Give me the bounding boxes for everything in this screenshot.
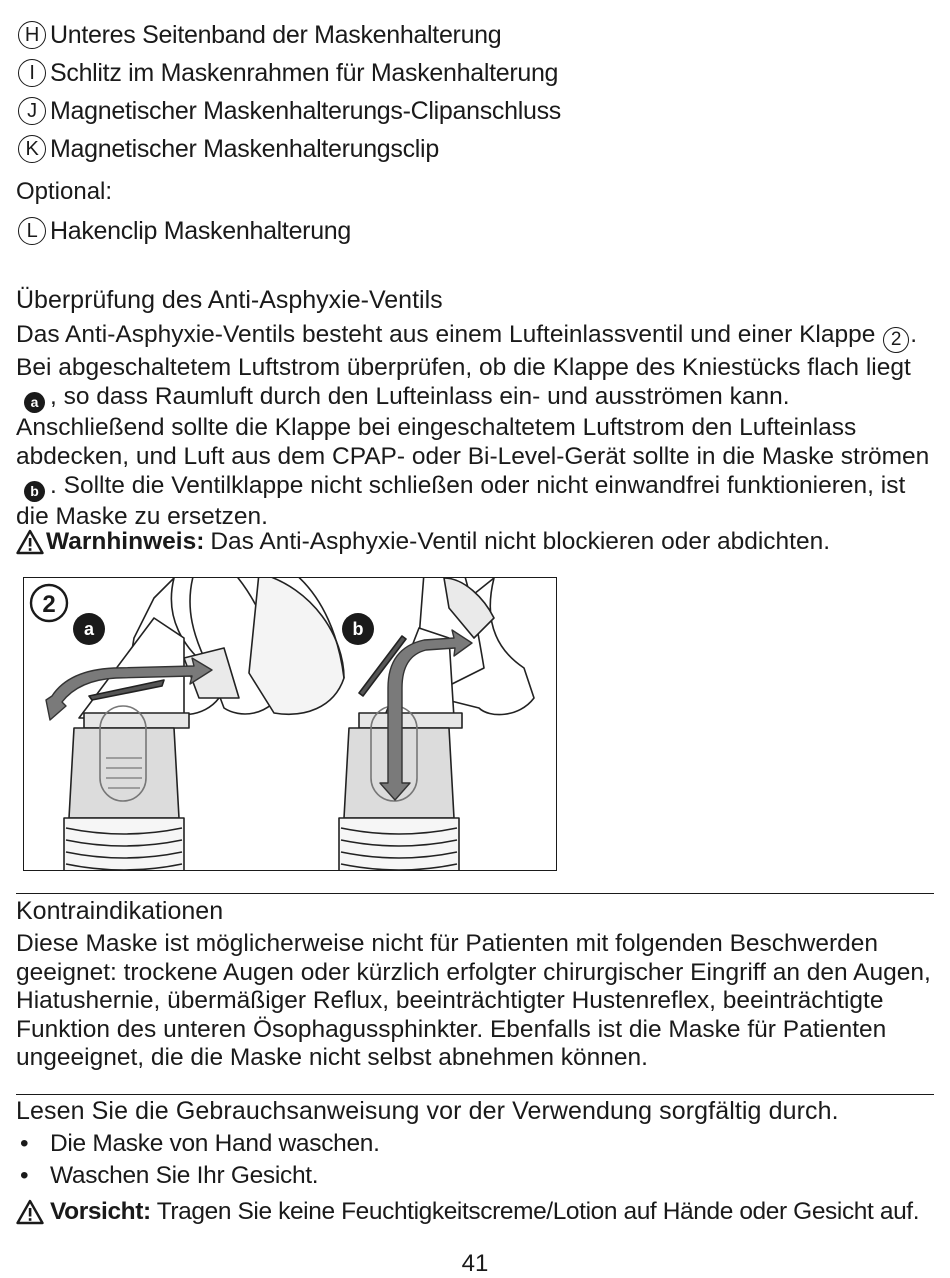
ref-b-badge: b [24,481,45,502]
part-label: Magnetischer Maskenhalterungsclip [50,134,439,163]
figure-ref: 2 [883,327,909,353]
valve-illustration [23,577,557,871]
warning-text: Das Anti-Asphyxie-Ventil nicht blockieren oder abdichten. [210,528,831,555]
contra-paragraph: Diese Maske ist möglicherweise nicht für Patienten mit folgenden Beschwerden geeignet: trockene Augen oder kürzlich erfolgter chirurgischer Eingriff an den Augen, Hiatushernie, übermäßiger Reflux, beeinträchtigter Hustenreflex, beeinträchtigte Funktion des unteren Ösophagussphinkter. Ebenfalls ist die Maske für Patienten ungeeignet, die die Maske nicht selbst abnehmen können. [16,930,931,1071]
bullet-icon: • [20,1162,29,1189]
figure-number-badge [31,585,67,621]
bullet-icon: • [20,1130,29,1157]
part-label: Unteres Seitenband der Maskenhalterung [50,20,502,49]
list-item [16,1128,380,1160]
caution-label: Vorsicht: [50,1198,151,1225]
read-heading: Lesen Sie die Gebrauchsanweisung vor der Verwendung sorgfältig durch. [16,1097,839,1125]
valve-diagram [24,578,556,870]
panel-a-label: a [83,619,95,639]
part-label: Hakenclip Maskenhalterung [50,216,352,245]
caution-text: Tragen Sie keine Feuchtigkeitscreme/Lotion auf Hände oder Gesicht auf. [156,1198,920,1225]
part-letter: K [18,135,46,163]
part-item-l [16,212,351,250]
parts-list [16,16,561,168]
valve-text-2: . Bei abgeschaltetem Luftstrom überprüfen, ob die Klappe des Kniestücks flach liegt [16,321,917,381]
panel-a-badge [73,613,105,645]
caution-note [16,1198,919,1226]
panel-b-label: b [352,619,364,639]
list-item [16,1160,380,1192]
part-letter: H [18,21,46,49]
ref-a-badge: a [24,392,45,413]
list-item-text: Die Maske von Hand waschen. [50,1130,380,1157]
list-item-text: Waschen Sie Ihr Gesicht. [50,1162,319,1189]
valve-text-1: Das Anti-Asphyxie-Ventils besteht aus einem Lufteinlassventil und einer Klappe [16,321,883,348]
part-label: Magnetischer Maskenhalterungs-Clipanschluss [50,96,561,125]
bullet-list [16,1128,380,1192]
page-number: 41 [461,1250,489,1277]
part-item-i [16,54,561,92]
figure-number: 2 [42,591,56,618]
optional-label: Optional: [16,178,113,205]
warning-triangle-icon [16,529,44,555]
valve-paragraph [16,320,936,531]
panel-b-badge [342,613,374,645]
part-item-h [16,16,561,54]
part-letter: L [18,217,46,245]
valve-text-3: , so dass Raumluft durch den Lufteinlass ein- und ausströmen kann. Anschließend sollte die Klappe bei eingeschaltetem Luftstrom den Lufteinlass abdecken, und Luft aus dem CPAP- oder Bi-Level-Gerät sollte in die Maske strömen [16,382,930,470]
part-label: Schlitz im Maskenrahmen für Maskenhalterung [50,58,559,87]
warning-note [16,528,830,556]
part-letter: I [18,59,46,87]
contra-heading: Kontraindikationen [16,897,224,925]
valve-text-4: . Sollte die Ventilklappe nicht schließen oder nicht einwandfrei funktionieren, ist die Maske zu ersetzen. [16,471,906,530]
part-item-k [16,130,561,168]
part-item-j [16,92,561,130]
divider [16,1094,934,1095]
divider [16,893,934,894]
valve-heading: Überprüfung des Anti-Asphyxie-Ventils [16,286,443,314]
part-letter: J [18,97,46,125]
warning-triangle-icon [16,1199,44,1225]
warning-label: Warnhinweis: [46,528,205,555]
